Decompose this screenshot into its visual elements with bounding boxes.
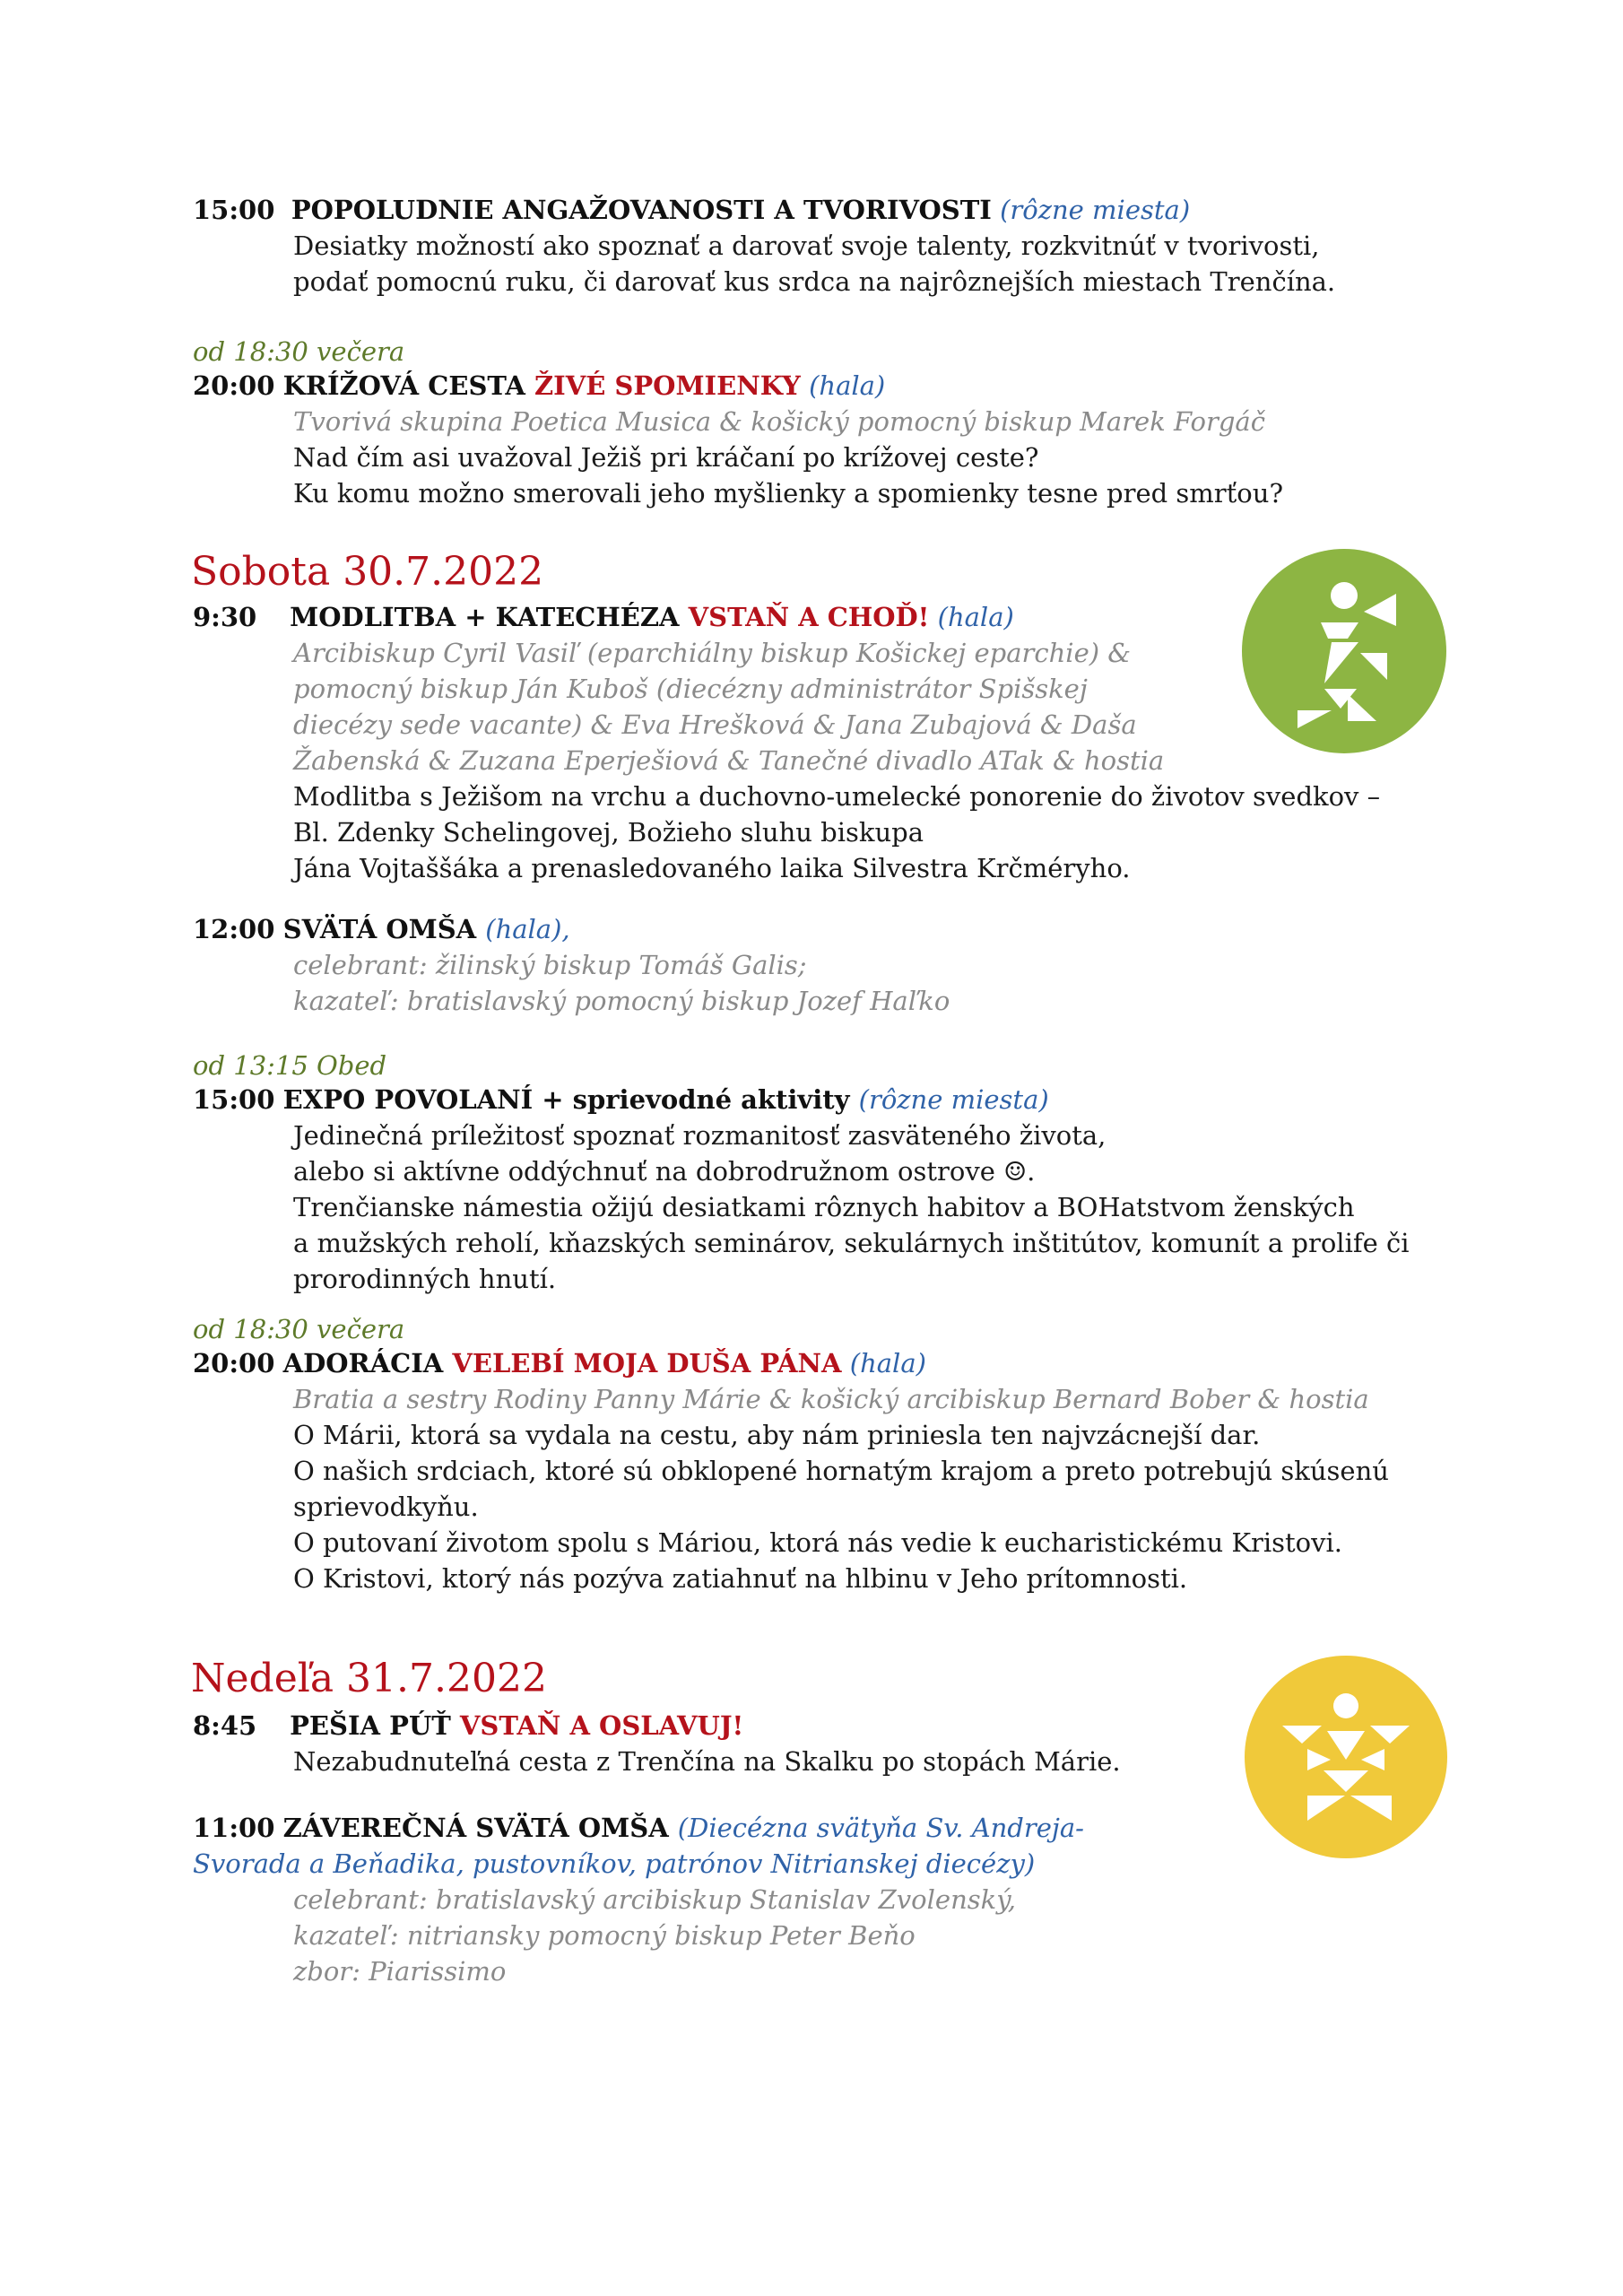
- event-title: POPOLUDNIE ANGAŽOVANOSTI A TVORIVOSTI: [291, 195, 992, 225]
- event-stations-of-cross: [193, 368, 885, 404]
- event-performers: Arcibiskup Cyril Vasiľ (eparchiálny biskup Košickej eparchie) &: [293, 638, 1132, 668]
- event-location: (hala),: [485, 914, 570, 944]
- event-performers: diecézy sede vacante) & Eva Hrešková & Jana Zubajová & Daša: [293, 709, 1137, 740]
- event-description: Modlitba s Ježišom na vrchu a duchovno-umelecké ponorenie do životov svedkov –: [293, 781, 1381, 812]
- pre-event-note: od 13:15 Obed: [193, 1050, 387, 1081]
- event-description: alebo si aktívne oddýchnuť na dobrodružnom ostrove ☺.: [293, 1156, 1036, 1187]
- event-performers: kazateľ: nitriansky pomocný biskup Peter Beňo: [293, 1920, 916, 1951]
- event-adoration: [193, 1345, 926, 1381]
- event-performers: Bratia a sestry Rodiny Panny Márie & košický arcibiskup Bernard Bober & hostia: [293, 1384, 1369, 1414]
- event-description: O Kristovi, ktorý nás pozýva zatiahnuť na hlbinu v Jeho prítomnosti.: [293, 1563, 1188, 1594]
- event-time: 9:30: [193, 602, 257, 632]
- event-description: prorodinných hnutí.: [293, 1264, 557, 1294]
- event-location: (Diecézna svätyňa Sv. Andreja-: [677, 1813, 1084, 1843]
- rejoicing-figure-icon: [1245, 1656, 1447, 1858]
- event-description: sprievodkyňu.: [293, 1492, 479, 1522]
- event-closing-mass: [193, 1810, 1084, 1846]
- event-expo-vocations: [193, 1082, 1049, 1118]
- event-time: 20:00: [193, 1348, 275, 1378]
- event-description: Nezabudnuteľná cesta z Trenčína na Skalku po stopách Márie.: [293, 1746, 1121, 1777]
- event-afternoon-engagement: [193, 192, 1190, 228]
- event-holy-mass: [193, 911, 570, 947]
- event-title: MODLITBA + KATECHÉZA: [290, 602, 689, 632]
- event-performers: kazateľ: bratislavský pomocný biskup Jozef Haľko: [293, 986, 950, 1016]
- walking-figure-icon: [1242, 549, 1446, 753]
- event-time: 20:00: [193, 370, 275, 401]
- event-time: 15:00: [193, 1084, 275, 1115]
- day-heading-saturday: Sobota 30.7.2022: [191, 549, 544, 595]
- event-description: Ku komu možno smerovali jeho myšlienky a spomienky tesne pred smrťou?: [293, 478, 1283, 509]
- event-location: (hala): [849, 1348, 926, 1378]
- event-title: SVÄTÁ OMŠA: [282, 914, 486, 944]
- event-location: (hala): [937, 602, 1014, 632]
- event-pilgrimage: [193, 1708, 743, 1744]
- event-title: KRÍŽOVÁ CESTA: [282, 370, 534, 401]
- event-description: Desiatky možností ako spoznať a darovať svoje talenty, rozkvitnúť v tvorivosti,: [293, 230, 1320, 261]
- event-description: Bl. Zdenky Schelingovej, Božieho sluhu biskupa: [293, 817, 924, 848]
- event-description: Nad čím asi uvažoval Ježiš pri kráčaní po krížovej ceste?: [293, 442, 1039, 473]
- event-time: 15:00: [193, 195, 275, 225]
- event-highlight: VSTAŇ A CHOĎ!: [688, 602, 930, 632]
- event-location: (rôzne miesta): [1000, 195, 1191, 225]
- event-performers: pomocný biskup Ján Kuboš (diecézny administrátor Spišskej: [293, 674, 1088, 704]
- event-performers: Žabenská & Zuzana Eperješiová & Tanečné divadlo ATak & hostia: [293, 745, 1165, 776]
- event-title: PEŠIA PÚŤ: [290, 1710, 460, 1741]
- event-performers: celebrant: bratislavský arcibiskup Stanislav Zvolenský,: [293, 1884, 1016, 1915]
- event-prayer-catechesis: [193, 599, 1014, 635]
- pre-event-note: od 18:30 večera: [193, 336, 405, 367]
- event-title: ADORÁCIA: [282, 1348, 453, 1378]
- event-description: Jána Vojtaššáka a prenasledovaného laika Silvestra Krčméryho.: [293, 853, 1131, 883]
- event-time: 12:00: [193, 914, 275, 944]
- event-description: Jedinečná príležitosť spoznať rozmanitosť zasväteného života,: [293, 1120, 1107, 1151]
- event-time: 11:00: [193, 1813, 275, 1843]
- event-title: ZÁVEREČNÁ SVÄTÁ OMŠA: [282, 1813, 678, 1843]
- event-description: a mužských reholí, kňazských seminárov, sekulárnych inštitútov, komunít a prolife či: [293, 1228, 1410, 1258]
- event-time: 8:45: [193, 1710, 257, 1741]
- event-location: (rôzne miesta): [858, 1084, 1049, 1115]
- event-description: O putovaní životom spolu s Máriou, ktorá nás vedie k eucharistickému Kristovi.: [293, 1527, 1343, 1558]
- event-highlight: VSTAŇ A OSLAVUJ!: [459, 1710, 744, 1741]
- event-performers: Tvorivá skupina Poetica Musica & košický pomocný biskup Marek Forgáč: [293, 406, 1265, 437]
- event-description: podať pomocnú ruku, či darovať kus srdca na najrôznejších miestach Trenčína.: [293, 266, 1336, 297]
- pre-event-note: od 18:30 večera: [193, 1314, 405, 1344]
- event-title: EXPO POVOLANÍ + sprievodné aktivity: [282, 1084, 859, 1115]
- event-description: Trenčianske námestia ožijú desiatkami rôznych habitov a BOHatstvom ženských: [293, 1192, 1355, 1222]
- event-highlight: ŽIVÉ SPOMIENKY: [534, 370, 801, 401]
- event-performers: celebrant: žilinský biskup Tomáš Galis;: [293, 950, 807, 980]
- event-performers: zbor: Piarissimo: [293, 1956, 507, 1987]
- event-description: O Márii, ktorá sa vydala na cestu, aby nám priniesla ten najvzácnejší dar.: [293, 1420, 1261, 1450]
- event-location-continued: Svorada a Beňadika, pustovníkov, patrónov Nitrianskej diecézy): [193, 1848, 1036, 1879]
- event-description: O našich srdciach, ktoré sú obklopené hornatým krajom a preto potrebujú skúsenú: [293, 1456, 1389, 1486]
- event-highlight: VELEBÍ MOJA DUŠA PÁNA: [452, 1348, 842, 1378]
- event-location: (hala): [809, 370, 886, 401]
- day-heading-sunday: Nedeľa 31.7.2022: [191, 1656, 547, 1701]
